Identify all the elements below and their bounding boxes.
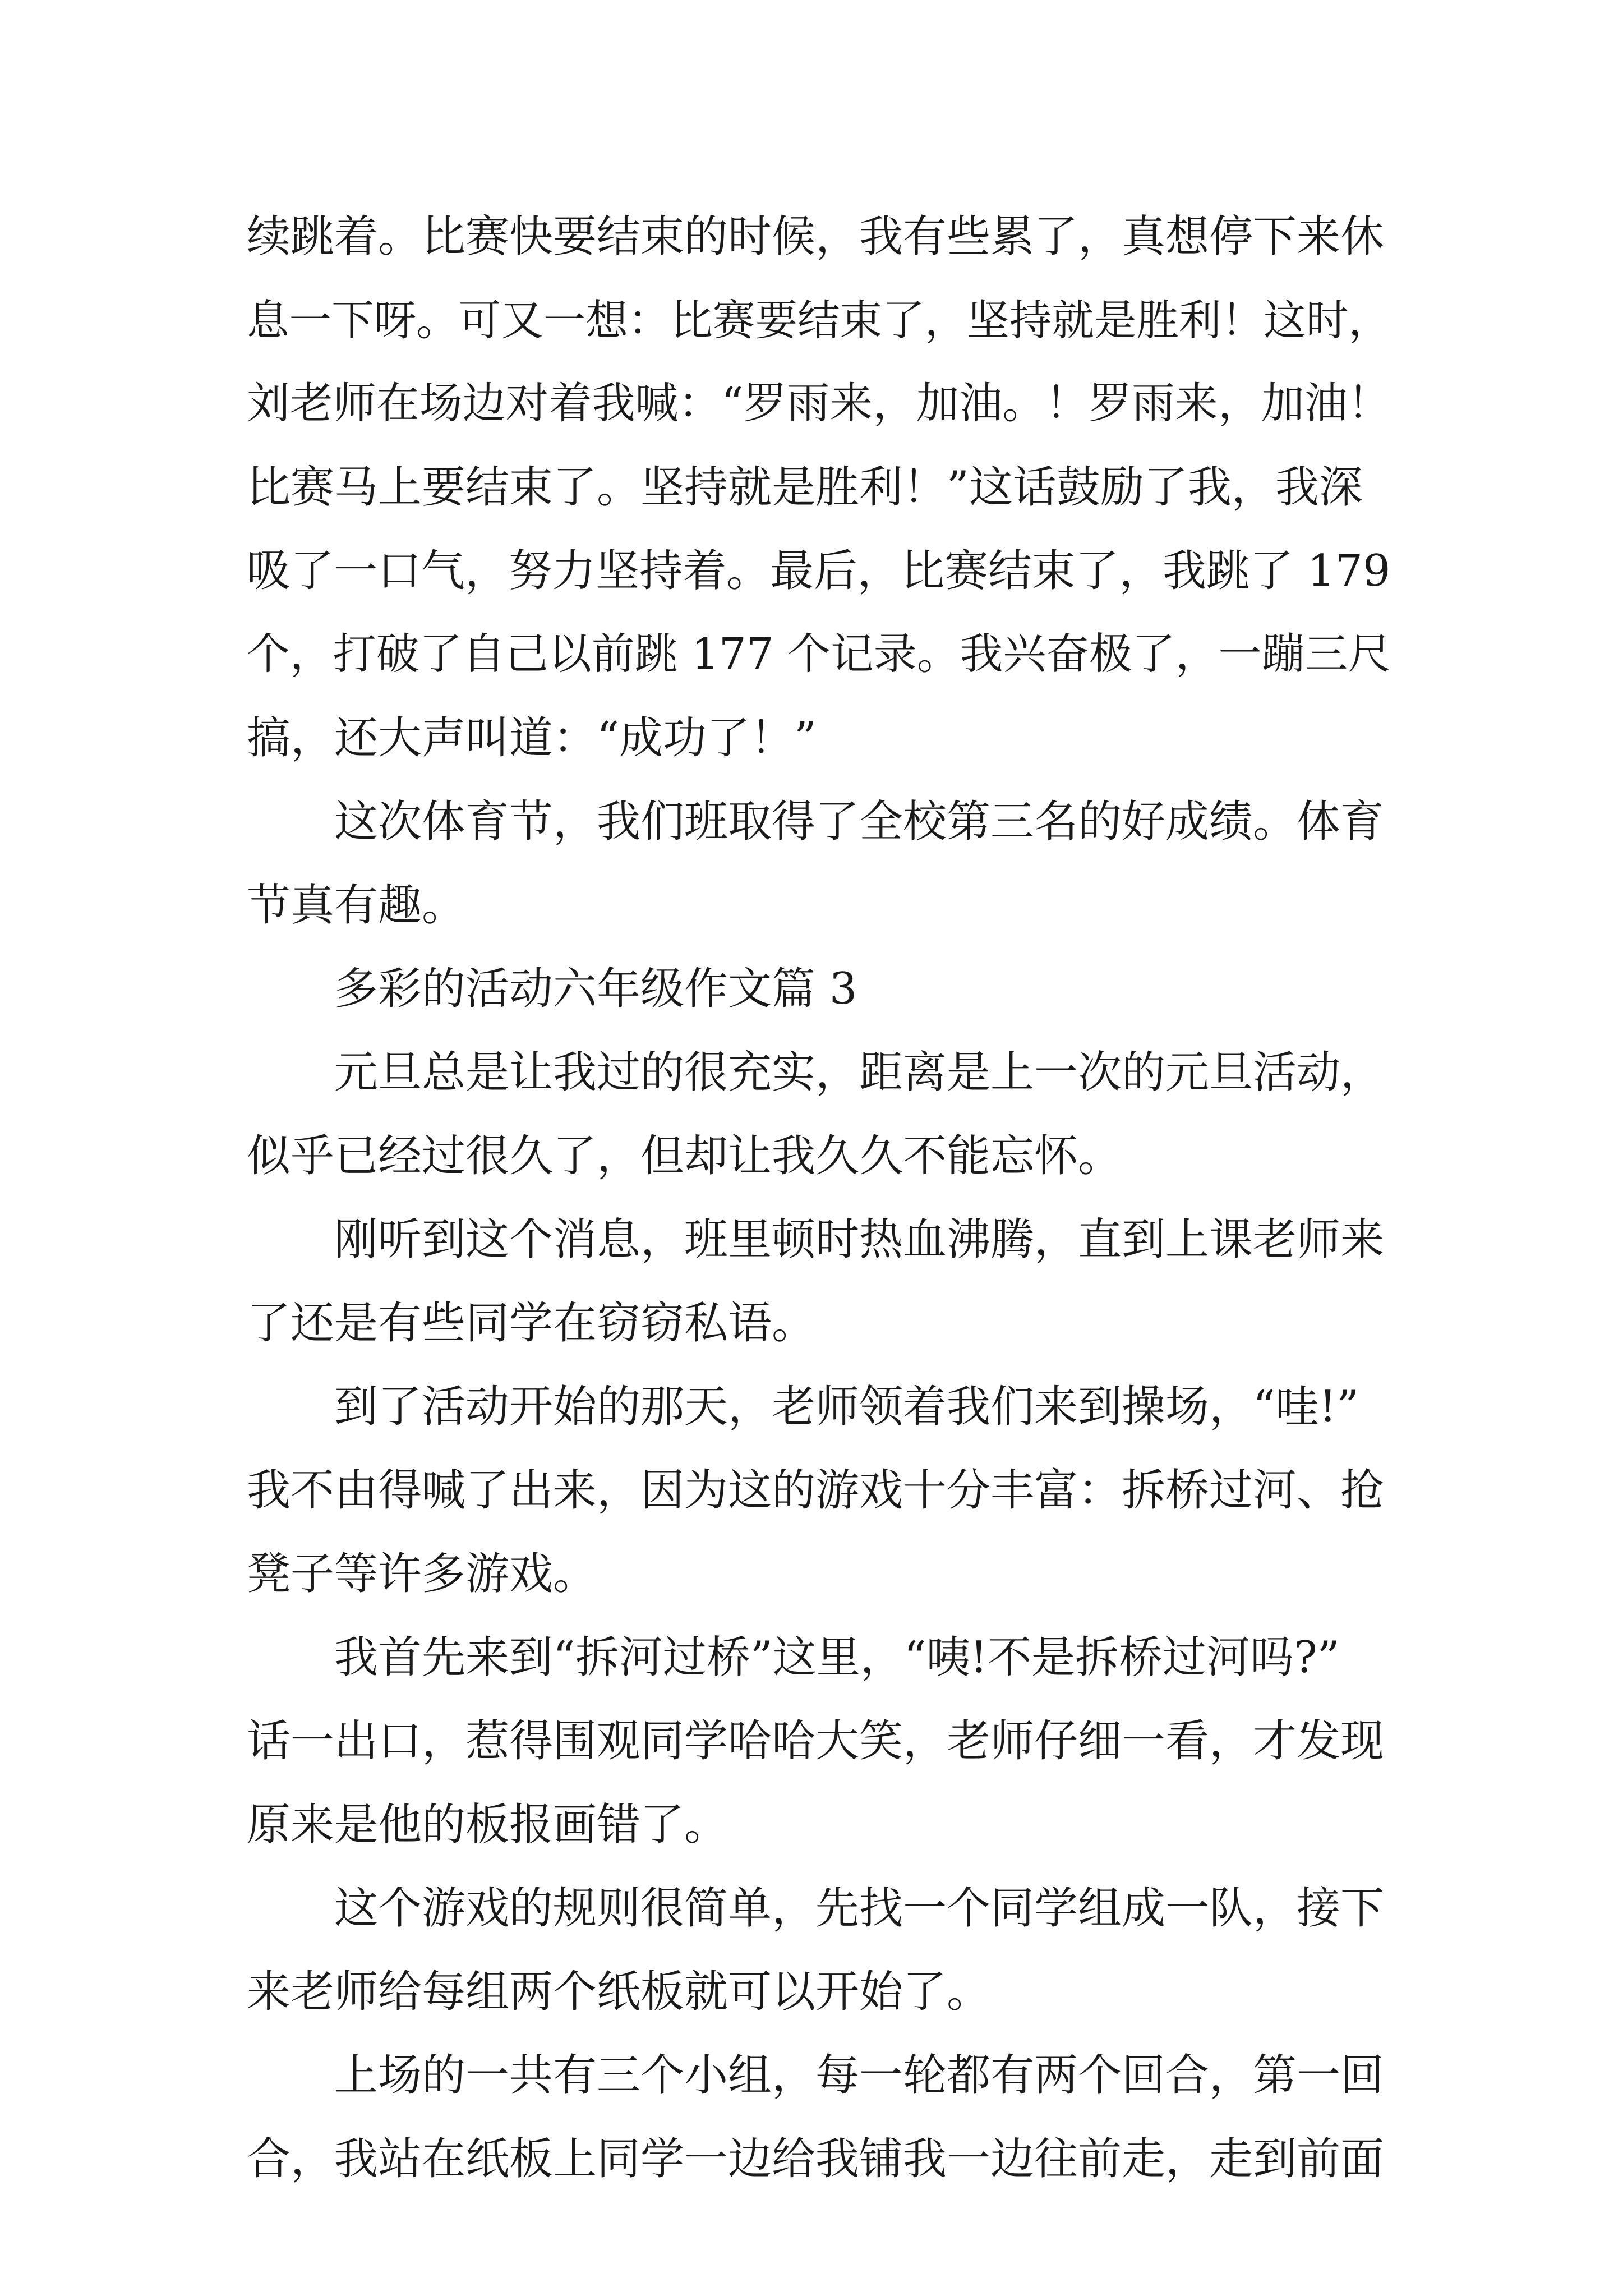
text-line: 节真有趣。 xyxy=(247,880,466,931)
text-line: 凳子等许多游戏。 xyxy=(247,1549,597,1599)
text-line: 来老师给每组两个纸板就可以开始了。 xyxy=(247,1967,991,2017)
text-line: 上场的一共有三个小组，每一轮都有两个回合，第一回 xyxy=(334,2050,1385,2101)
text-line: 刘老师在场边对着我喊：“罗雨来，加油。！罗雨来，加油！ xyxy=(247,379,1391,429)
body-text xyxy=(247,209,1391,2187)
text-line: 续跳着。比赛快要结束的时候，我有些累了，真想停下来休 xyxy=(247,211,1385,262)
text-line: 比赛马上要结束了。坚持就是胜利！”这话鼓励了我，我深 xyxy=(247,462,1363,513)
text-line: 话一出口，惹得围观同学哈哈大笑，老师仔细一看，才发现 xyxy=(247,1716,1385,1766)
text-line: 息一下呀。可又一想：比赛要结束了，坚持就是胜利！这时， xyxy=(247,296,1391,345)
text-line: 吸了一口气，努力坚持着。最后，比赛结束了，我跳了 179 xyxy=(247,546,1391,596)
text-line: 刚听到这个消息，班里顿时热血沸腾，直到上课老师来 xyxy=(334,1214,1385,1265)
text-line: 个，打破了自己以前跳 177 个记录。我兴奋极了，一蹦三尺 xyxy=(247,629,1391,679)
text-line: 了还是有些同学在窃窃私语。 xyxy=(247,1298,816,1349)
text-line: 搞，还大声叫道：“成功了！” xyxy=(247,713,817,763)
text-line: 到了活动开始的那天，老师领着我们来到操场，“哇!” xyxy=(334,1382,1359,1432)
text-line: 元旦总是让我过的很充实，距离是上一次的元旦活动， xyxy=(334,1047,1385,1098)
text-line: 这个游戏的规则很简单，先找一个同学组成一队，接下 xyxy=(334,1883,1385,1934)
text-line: 似乎已经过很久了，但却让我久久不能忘怀。 xyxy=(247,1131,1122,1181)
text-line: 合，我站在纸板上同学一边给我铺我一边往前走，走到前面 xyxy=(247,2134,1385,2184)
text-line: 原来是他的板报画错了。 xyxy=(247,1800,728,1850)
text-line: 这次体育节，我们班取得了全校第三名的好成绩。体育 xyxy=(334,797,1385,847)
text-line: 我首先来到“拆河过桥”这里，“咦!不是拆桥过河吗?” xyxy=(334,1632,1340,1683)
text-line: 我不由得喊了出来，因为这的游戏十分丰富：拆桥过河、抢 xyxy=(247,1465,1385,1516)
text-line: 多彩的活动六年级作文篇 3 xyxy=(334,964,857,1014)
